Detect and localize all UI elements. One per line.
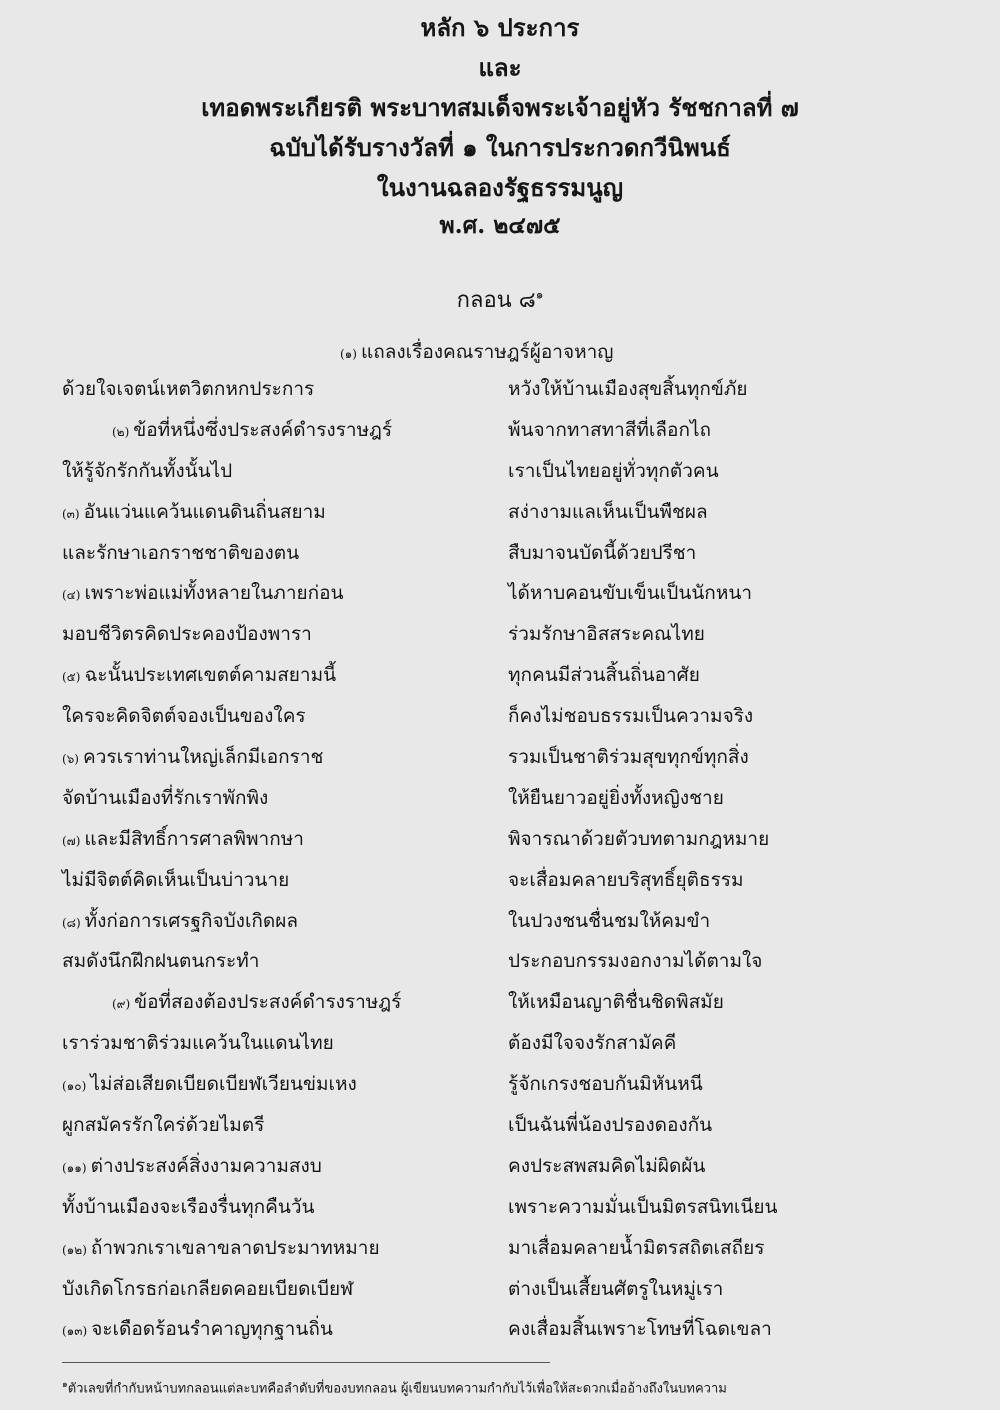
verse-text: ควรเราท่านใหญ่เล็กมีเอกราช xyxy=(82,746,324,769)
verse-first-half xyxy=(62,660,336,690)
verse-first-half xyxy=(62,538,299,568)
verse-text: ให้รู้จักรักกันทั้งนั้นไป xyxy=(62,459,233,482)
verse-text: จัดบ้านเมืองที่รักเราพักพิง xyxy=(62,786,269,809)
verse-text: เพราะพ่อแม่ทั้งหลายในภายก่อน xyxy=(84,582,344,605)
verse-first-half xyxy=(62,1028,334,1058)
verse-first-half xyxy=(62,578,344,608)
title-connector: และ xyxy=(478,53,522,82)
verse-text: ฉะนั้นประเทศเขตต์คามสยามนี้ xyxy=(84,664,337,687)
verse-first-half xyxy=(62,619,312,649)
verse-row xyxy=(0,656,1000,697)
stanza-number: (๓) xyxy=(62,506,80,521)
verse-first-half xyxy=(62,1192,315,1222)
poem-verses xyxy=(0,370,1000,1351)
verse-row xyxy=(0,411,1000,452)
verse-row xyxy=(0,1188,1000,1229)
verse-second-half: ร่วมรักษาอิสสระคณไทย xyxy=(508,623,705,646)
verse-row xyxy=(0,697,1000,738)
stanza-number: (๑๑) xyxy=(62,1160,87,1175)
stanza-number: (๗) xyxy=(62,833,81,848)
stanza-number: (๑) xyxy=(340,347,357,361)
verse-row xyxy=(0,1270,1000,1311)
verse-second-half: ในปวงชนชื่นชมให้คมขำ xyxy=(508,909,711,932)
verse-text: ทั้งบ้านเมืองจะเรืองรื่นทุกคืนวัน xyxy=(62,1195,315,1218)
verse-row xyxy=(0,1065,1000,1106)
footnote-marker: ๑ xyxy=(535,287,544,302)
page-title: หลัก ๖ ประการ xyxy=(420,13,580,42)
verse-row xyxy=(0,1229,1000,1270)
footnote xyxy=(62,1377,727,1398)
verse-text: ข้อที่สองต้องประสงค์ดำรงราษฎร์ xyxy=(134,991,402,1014)
verse-second-half: เราเป็นไทยอยู่ทั่วทุกตัวคน xyxy=(508,459,719,482)
verse-row xyxy=(0,493,1000,534)
verse-row xyxy=(0,370,1000,411)
verse-second-half: เพราะความมั่นเป็นมิตรสนิทเนียน xyxy=(508,1195,778,1218)
verse-first-half xyxy=(62,374,314,404)
verse-row xyxy=(0,738,1000,779)
verse-text: ใครจะคิดจิตต์จองเป็นของใคร xyxy=(62,705,306,728)
verse-text: ผูกสมัครรักใคร่ด้วยไมตรี xyxy=(62,1114,265,1137)
stanza-number: (๙) xyxy=(112,997,131,1012)
verse-second-half: มาเสื่อมคลายน้ำมิตรสถิตเสถียร xyxy=(508,1236,765,1259)
verse-second-half: ได้หาบคอนขับเข็นเป็นนักหนา xyxy=(508,582,752,605)
stanza-number: (๖) xyxy=(62,752,79,767)
verse-text: จะเดือดร้อนรำคาญทุกฐานถิ่น xyxy=(91,1318,333,1341)
verse-row xyxy=(0,1024,1000,1065)
poem-meter xyxy=(0,282,1000,317)
verse-second-half: พิจารณาด้วยตัวบทตามกฎหมาย xyxy=(508,827,770,850)
verse-first-half xyxy=(62,946,259,976)
verse-second-half: ให้ยืนยาวอยู่ยิ่งทั้งหญิงชาย xyxy=(508,786,724,809)
verse-second-half: หวังให้บ้านเมืองสุขสิ้นทุกข์ภัย xyxy=(508,378,748,400)
stanza-number: (๒) xyxy=(112,424,130,439)
verse-text: มอบชีวิตรคิดประคองป้องพารา xyxy=(62,623,312,646)
title-event: ในงานฉลองรัฐธรรมนูญ xyxy=(376,173,624,202)
verse-text: บังเกิดโกรธก่อเกลียดคอยเบียดเบียฬ xyxy=(62,1277,354,1300)
verse-row xyxy=(0,942,1000,983)
stanza-number: (๑๒) xyxy=(62,1242,87,1257)
verse-text: เราร่วมชาติร่วมแคว้นในแดนไทย xyxy=(62,1032,334,1055)
verse-first-half xyxy=(62,783,268,813)
verse-row xyxy=(0,1310,1000,1351)
verse-row xyxy=(0,902,1000,943)
stanza-number: (๘) xyxy=(62,915,81,930)
verse-text: อันแว่นแคว้นแดนดินถิ่นสยาม xyxy=(83,500,326,523)
verse-first-half xyxy=(62,701,306,731)
verse-text: ต่างประสงค์สิ่งงามความสงบ xyxy=(90,1154,322,1177)
verse-first-half xyxy=(62,1314,333,1344)
verse-second-half: สง่างามแลเห็นเป็นพืชผล xyxy=(508,500,708,523)
verse-text: ทั้งก่อการเศรฐกิจบังเกิดผล xyxy=(84,909,299,932)
verse-text: ไม่มีจิตต์คิดเห็นเป็นบ่าวนาย xyxy=(62,868,290,891)
verse-first-half xyxy=(62,865,289,895)
verse-second-half: พ้นจากทาสทาสีที่เลือกไถ xyxy=(508,418,712,441)
verse-first-half xyxy=(62,1110,264,1140)
verse-text: สมดังนึกฝึกฝนตนกระทำ xyxy=(62,950,260,973)
stanza-number: (๑๐) xyxy=(62,1079,87,1094)
verse-text: ถ้าพวกเราเขลาขลาดประมาทหมาย xyxy=(90,1236,380,1259)
verse-second-half: รู้จักเกรงชอบกันมิหันหนี xyxy=(508,1073,703,1096)
verse-second-half: คงเสื่อมสิ้นเพราะโทษที่โฉดเขลา xyxy=(508,1318,772,1341)
verse-second-half: ก็คงไม่ชอบธรรมเป็นความจริง xyxy=(508,705,754,728)
title-subject: เทอดพระเกียรติ พระบาทสมเด็จพระเจ้าอยู่หัว รัชชกาลที่ ๗ xyxy=(201,93,799,122)
title-block xyxy=(0,8,1000,244)
verse-second-half: จะเสื่อมคลายบริสุทธิ์ยุติธรรม xyxy=(508,868,744,891)
poem-intro xyxy=(340,337,613,367)
stanza-number: (๔) xyxy=(62,588,81,603)
verse-second-half: ต้องมีใจจงรักสามัคคี xyxy=(508,1032,677,1055)
stanza-number: (๑๓) xyxy=(62,1324,88,1339)
verse-first-half xyxy=(62,497,326,527)
verse-second-half: เป็นฉันพี่น้องปรองดองกัน xyxy=(508,1114,713,1137)
verse-text: และมีสิทธิ์การศาลพิพากษา xyxy=(84,827,304,850)
verse-first-half xyxy=(62,1233,380,1263)
verse-second-half: ให้เหมือนญาติชื่นชิดพิสมัย xyxy=(508,991,724,1014)
intro-text: แถลงเรื่องคณราษฎร์ผู้อาจหาญ xyxy=(360,341,614,363)
verse-first-half xyxy=(62,1151,322,1181)
verse-second-half: สืบมาจนบัดนี้ด้วยปรีชา xyxy=(508,541,697,564)
verse-row xyxy=(0,615,1000,656)
footnote-text: ตัวเลขที่กำกับหน้าบทกลอนแต่ละบทคือลำดับที่ของบทกลอน ผู้เขียนบทความกำกับไว้เพื่อให้สะดวกเมื่ออ้างถึงในบทความ xyxy=(67,1381,727,1397)
verse-first-half xyxy=(62,1069,357,1099)
verse-second-half: ประกอบกรรมงอกงามได้ตามใจ xyxy=(508,950,763,973)
verse-first-half xyxy=(112,415,392,445)
stanza-number: (๕) xyxy=(62,670,81,685)
verse-row xyxy=(0,820,1000,861)
verse-first-half xyxy=(62,824,304,854)
verse-row xyxy=(0,452,1000,493)
verse-row xyxy=(0,1106,1000,1147)
verse-row xyxy=(0,861,1000,902)
verse-row xyxy=(0,534,1000,575)
verse-first-half xyxy=(112,987,401,1017)
verse-text: ไม่ส่อเสียดเบียดเบียฬเวียนข่มเหง xyxy=(90,1073,357,1096)
verse-second-half: ทุกคนมีส่วนสิ้นถิ่นอาศัย xyxy=(508,664,700,687)
verse-row xyxy=(0,779,1000,820)
verse-first-half xyxy=(62,742,323,772)
verse-text: ด้วยใจเจตน์เหตวิตกหกประการ xyxy=(62,378,315,400)
verse-text: และรักษาเอกราชชาติของตน xyxy=(62,541,300,564)
verse-text: ข้อที่หนึ่งซึ่งประสงค์ดำรงราษฎร์ xyxy=(133,418,393,441)
verse-second-half: คงประสพสมคิดไม่ผิดผัน xyxy=(508,1154,706,1177)
verse-row xyxy=(0,1147,1000,1188)
verse-first-half xyxy=(62,1274,353,1304)
verse-first-half xyxy=(62,456,232,486)
verse-second-half: รวมเป็นชาติร่วมสุขทุกข์ทุกสิ่ง xyxy=(508,746,749,769)
verse-second-half: ต่างเป็นเสี้ยนศัตรูในหมู่เรา xyxy=(508,1277,724,1300)
verse-first-half xyxy=(62,906,298,936)
verse-row xyxy=(0,983,1000,1024)
verse-row xyxy=(0,574,1000,615)
title-award: ฉบับได้รับรางวัลที่ ๑ ในการประกวดกวีนิพนธ์ xyxy=(269,133,731,162)
meter-label: กลอน ๘ xyxy=(456,288,536,313)
title-year: พ.ศ. ๒๔๗๕ xyxy=(439,212,561,239)
footnote-marker: ๑ xyxy=(62,1380,68,1390)
footnote-divider xyxy=(62,1362,550,1363)
